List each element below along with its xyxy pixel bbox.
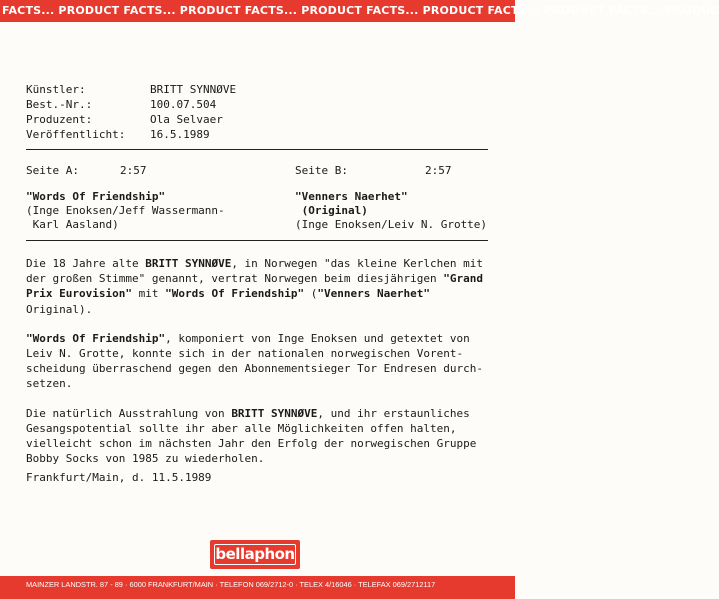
side-b-header [295, 164, 495, 178]
paragraph-2 [26, 331, 490, 392]
side-a-credits-line1: (Inge Enoksen/Jeff Wassermann- [26, 204, 225, 217]
release-date-value: 16.5.1989 [150, 128, 210, 141]
meta-row-release-date [26, 127, 236, 142]
side-b-label: Seite B: [295, 164, 348, 177]
text-run: Original). [26, 302, 93, 316]
release-date-label: Veröffentlicht: [26, 128, 126, 141]
address-text: MAINZER LANDSTR. 87 - 89 · 6000 FRANKFURT/MAIN · TELEFON 069/2712-0 · TELEX 4/16046 · TELEFAX 069/2712117 [26, 580, 436, 589]
company-address-bar [0, 576, 515, 599]
text-run: ( [304, 287, 318, 301]
side-a-credits-line2: Karl Aasland) [26, 218, 119, 231]
contest-name: "Grand Prix Eurovision" [26, 272, 483, 301]
song-title: "Words Of Friendship" [165, 287, 305, 301]
song-title: "Words Of Friendship" [26, 331, 166, 345]
side-a-label: Seite A: [26, 164, 79, 177]
logo-text: bellaphon [215, 545, 295, 563]
artist-label: Künstler: [26, 83, 86, 96]
order-number-value: 100.07.504 [150, 98, 217, 111]
text-run: , und ihr erstaunliches Gesangspotential sollte ihr aber alle Möglichkeiten offen halten, vielleicht schon im nächsten Jahr den Erfolg der norwegischen Gruppe Bobby Socks von 1985 zu wiederholen. [26, 406, 477, 466]
place-date-signoff: Frankfurt/Main, d. 11.5.1989 [26, 471, 212, 484]
side-b-duration: 2:57 [425, 164, 452, 177]
side-a-title: "Words Of Friendship" [26, 190, 166, 203]
text-run: , in Norwegen "das kleine Kerlchen mit der großen Stimme" genannt, vertrat Norwegen beim diesjährigen [26, 257, 483, 286]
side-a-duration: 2:57 [120, 164, 147, 177]
text-run: mit [131, 287, 166, 301]
paragraph-1 [26, 256, 490, 317]
producer-label: Produzent: [26, 113, 93, 126]
original-title: "Venners Naerhet" [317, 287, 431, 301]
bellaphon-logo [210, 540, 300, 569]
side-b-section [295, 164, 495, 232]
divider-middle [26, 240, 488, 241]
release-metadata [26, 82, 236, 142]
side-a-section [26, 164, 266, 232]
side-b-subtitle: (Original) [295, 204, 368, 217]
order-number-label: Best.-Nr.: [26, 98, 93, 111]
producer-value: Ola Selvaer [150, 113, 223, 126]
text-run: , komponiert von Inge Enoksen und getextet von Leiv N. Grotte, konnte sich in der nationalen norwegischen Vorent-scheidung überraschend gegen den Abonnementsieger Tor Endresen durch-setzen. [26, 331, 483, 391]
side-b-title: "Venners Naerhet" [295, 190, 408, 203]
side-a-header [26, 164, 266, 178]
product-facts-banner [0, 0, 719, 22]
paragraph-3 [26, 406, 490, 467]
divider-top [26, 149, 488, 150]
text-run: Die natürlich Ausstrahlung von [26, 406, 232, 420]
meta-row-order-number [26, 97, 236, 112]
side-b-credits: (Inge Enoksen/Leiv N. Grotte) [295, 218, 488, 231]
artist-name: BRITT SYNNØVE [145, 257, 232, 270]
meta-row-artist [26, 82, 236, 97]
text-run: Die 18 Jahre alte [26, 257, 146, 270]
banner-text: FACTS... PRODUCT FACTS... PRODUCT FACTS... PRODUCT FACTS... PRODUCT FACTS... PRODUCT FACTS... PRODUC [2, 4, 719, 17]
artist-value: BRITT SYNNØVE [150, 83, 237, 96]
artist-name: BRITT SYNNØVE [231, 406, 318, 420]
press-text [26, 256, 490, 480]
meta-row-producer [26, 112, 236, 127]
